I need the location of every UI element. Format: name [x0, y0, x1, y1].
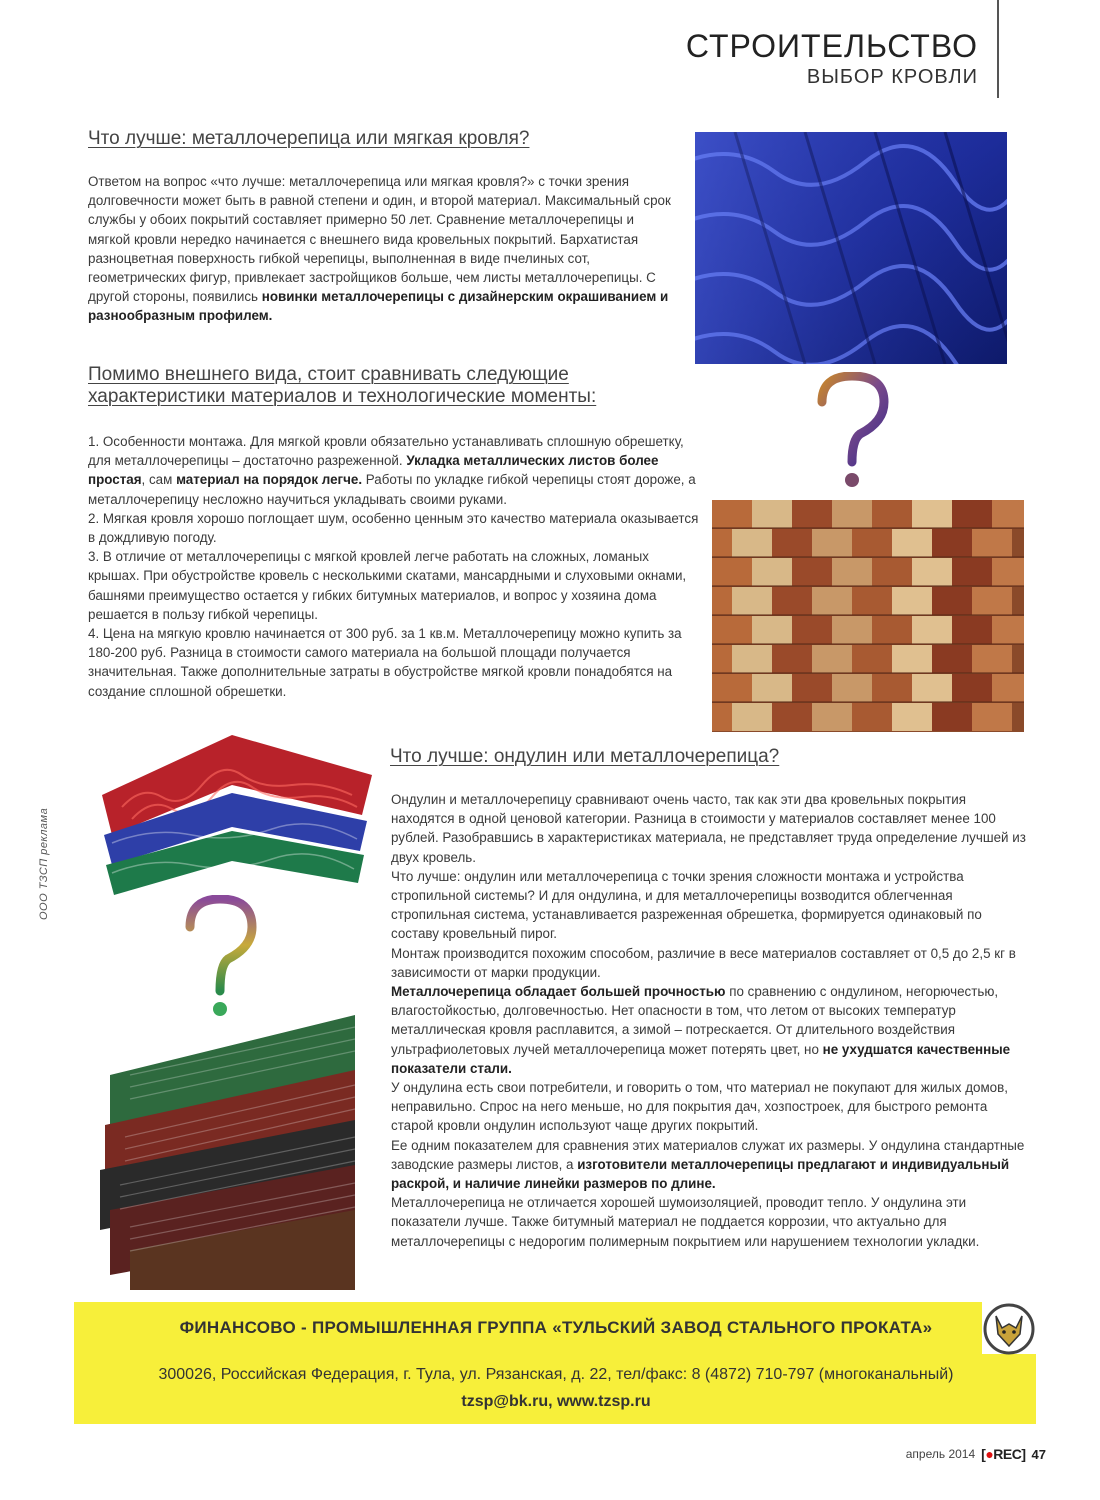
section1-text-bold: новинки металлочерепицы с дизайнерским окрашиванием и разнообразным профилем. [88, 289, 669, 324]
section2-item3: 3. В отличие от металлочерепицы с мягкой кровлей легче работать на сложных, ломаных крышах. При обустройстве кровель с несколькими скатами, мансардными и слуховыми окнами, башнями преимущество остается у гибких битумных материалов, и вопрос у хозяина дома решается в пользу гибкой черепицы. [88, 549, 687, 622]
header-divider [997, 0, 999, 98]
soft-roof-shingle-image [712, 500, 1024, 732]
issue-date: апрель 2014 [905, 1447, 976, 1461]
banner-title: ФИНАНСОВО - ПРОМЫШЛЕННАЯ ГРУППА «ТУЛЬСКИЙ ЗАВОД СТАЛЬНОГО ПРОКАТА» [179, 1318, 933, 1337]
magazine-section-title: СТРОИТЕЛЬСТВО [685, 28, 978, 64]
section3-text: Ондулин и металлочерепицу сравнивают очень часто, так как эти два кровельных покрытия находятся в одной ценовой категории. Разница в стоимости у материалов составляет менее 100 рублей. Разобравшись в характеристиках материала, не представляет труда определение лучшей из двух кровель. Что лучше: ондулин или металлочерепица с точки зрения сложности монтажа и устройства стропильной системы? И для ондулина, и для металлочерепицы возводится облегченная стропильная система, устанавливается разреженная обрешетка, формируется одинаковый по составу кровельный пирог. Монтаж производится похожим способом, различие в весе материалов составляет от 0,5 до 2,5 кг в зависимости от марки продукции. Металлочерепица обладает большей прочностью по сравнению с ондулином, негорючестью, влагостойкостью, долговечностью. Нет опасности в том, что летом от высоких температур металлическая кровля расплавится, а зимой – потрескается. От длительного воздействия ультрафиолетовых лучей металлочерепица может потерять цвет, но не ухудшатся качественные показатели стали. У ондулина есть свои потребители, и говорить о том, что материал не покупают для жилых домов, неправильно. Спрос на него меньше, но для покрытия дач, хозпостроек, для быстрого ремонта старой кровли ондулин используют чаще других покрытий. Ее одним показателем для сравнения этих материалов служат их размеры. У ондулина стандартные заводские размеры листов, а изготовители металлочерепицы предлагают и индивидуальный раскрой, и наличие линейки размеров по длине. Металлочерепица не отличается хорошей шумоизоляцией, проводит тепло. У ондулина эти показатели лучше. Также битумный материал не поддается коррозии, что актуально для металлочерепицы с недорогим полимерным покрытием или нарушением технологии укладки. [391, 792, 1026, 1249]
section1-text [88, 172, 678, 326]
section3-heading: Что лучше: ондулин или металлочерепица? [390, 746, 780, 767]
advertising-label: ООО ТЗСП реклама [38, 807, 50, 920]
section1-text-plain: Ответом на вопрос «что лучше: металлочерепица или мягкая кровля?» с точки зрения долговечности может быть в равной степени и один, и второй материал. Максимальный срок службы у обоих покрытий составляет примерно 50 лет. Сравнение металлочерепицы и мягкой кровли нередко начинается с внешнего вида кровельных покрытий. Бархатистая разноцветная поверхность гибкой черепицы, выполненная в виде пчелиных сот, геометрических фигур, привлекает застройщиков больше, чем листы металлочерепицы. С другой стороны, появились [88, 174, 671, 305]
section2-text: 1. Особенности монтажа. Для мягкой кровли обязательно устанавливать сплошную обрешетку, для металлочерепицы – достаточно разреженной. Укладка металлических листов более простая, сам материал на порядок легче. Работы по укладке гибкой черепицы стоят дороже, а металлочерепицу несложно научиться укладывать своими руками. 2. Мягкая кровля хорошо поглощает шум, особенно ценным это качество материала оказывается в дождливую погоду. 3. В отличие от металлочерепицы с мягкой кровлей легче работать на сложных, ломаных крышах. При обустройстве кровель с несколькими скатами, мансардными и слуховыми окнами, башнями преимущество остается у гибких битумных материалов, и вопрос у хозяина дома решается в пользу гибкой черепицы. 4. Цена на мягкую кровлю начинается от 300 руб. за 1 кв.м. Металлочерепицу можно купить за 180-200 руб. Разница в стоимости самого материала на большой площади получается значительная. Также дополнительные затраты в обустройстве мягкой кровли понадобятся на создание сплошной обрешетки. [88, 432, 700, 701]
page-number: 47 [1031, 1446, 1046, 1462]
question-mark-icon [812, 372, 892, 490]
metal-tile-stack-image [92, 735, 382, 895]
blue-metal-tile-image [695, 132, 1007, 364]
magazine-logo: [●REC] [981, 1446, 1026, 1462]
ondulin-sheets-image [90, 1015, 360, 1290]
section2-heading: Помимо внешнего вида, стоит сравнивать следующие характеристики материалов и технологические моменты: [88, 364, 597, 407]
page-footer [906, 1446, 1046, 1462]
section2-item4: 4. Цена на мягкую кровлю начинается от 300 руб. за 1 кв.м. Металлочерепицу можно купить за 180-200 руб. Разница в стоимости самого материала на большой площади получается значительная. Также дополнительные затраты в обустройстве мягкой кровли понадобятся на создание сплошной обрешетки. [88, 626, 682, 699]
banner-contacts[interactable]: tzsp@bk.ru, www.tzsp.ru [461, 1393, 651, 1410]
section2-item2: 2. Мягкая кровля хорошо поглощает шум, особенно ценным это качество материала оказывается в дождливую погоду. [88, 510, 699, 546]
magazine-section-subtitle: ВЫБОР КРОВЛИ [806, 66, 978, 88]
banner-address: 300026, Российская Федерация, г. Тула, ул. Рязанская, д. 22, тел/факс: 8 (4872) 710-797 (многоканальный) [158, 1366, 954, 1383]
section1-heading: Что лучше: металлочерепица или мягкая кровля? [88, 128, 530, 149]
question-mark-icon [180, 895, 260, 1020]
